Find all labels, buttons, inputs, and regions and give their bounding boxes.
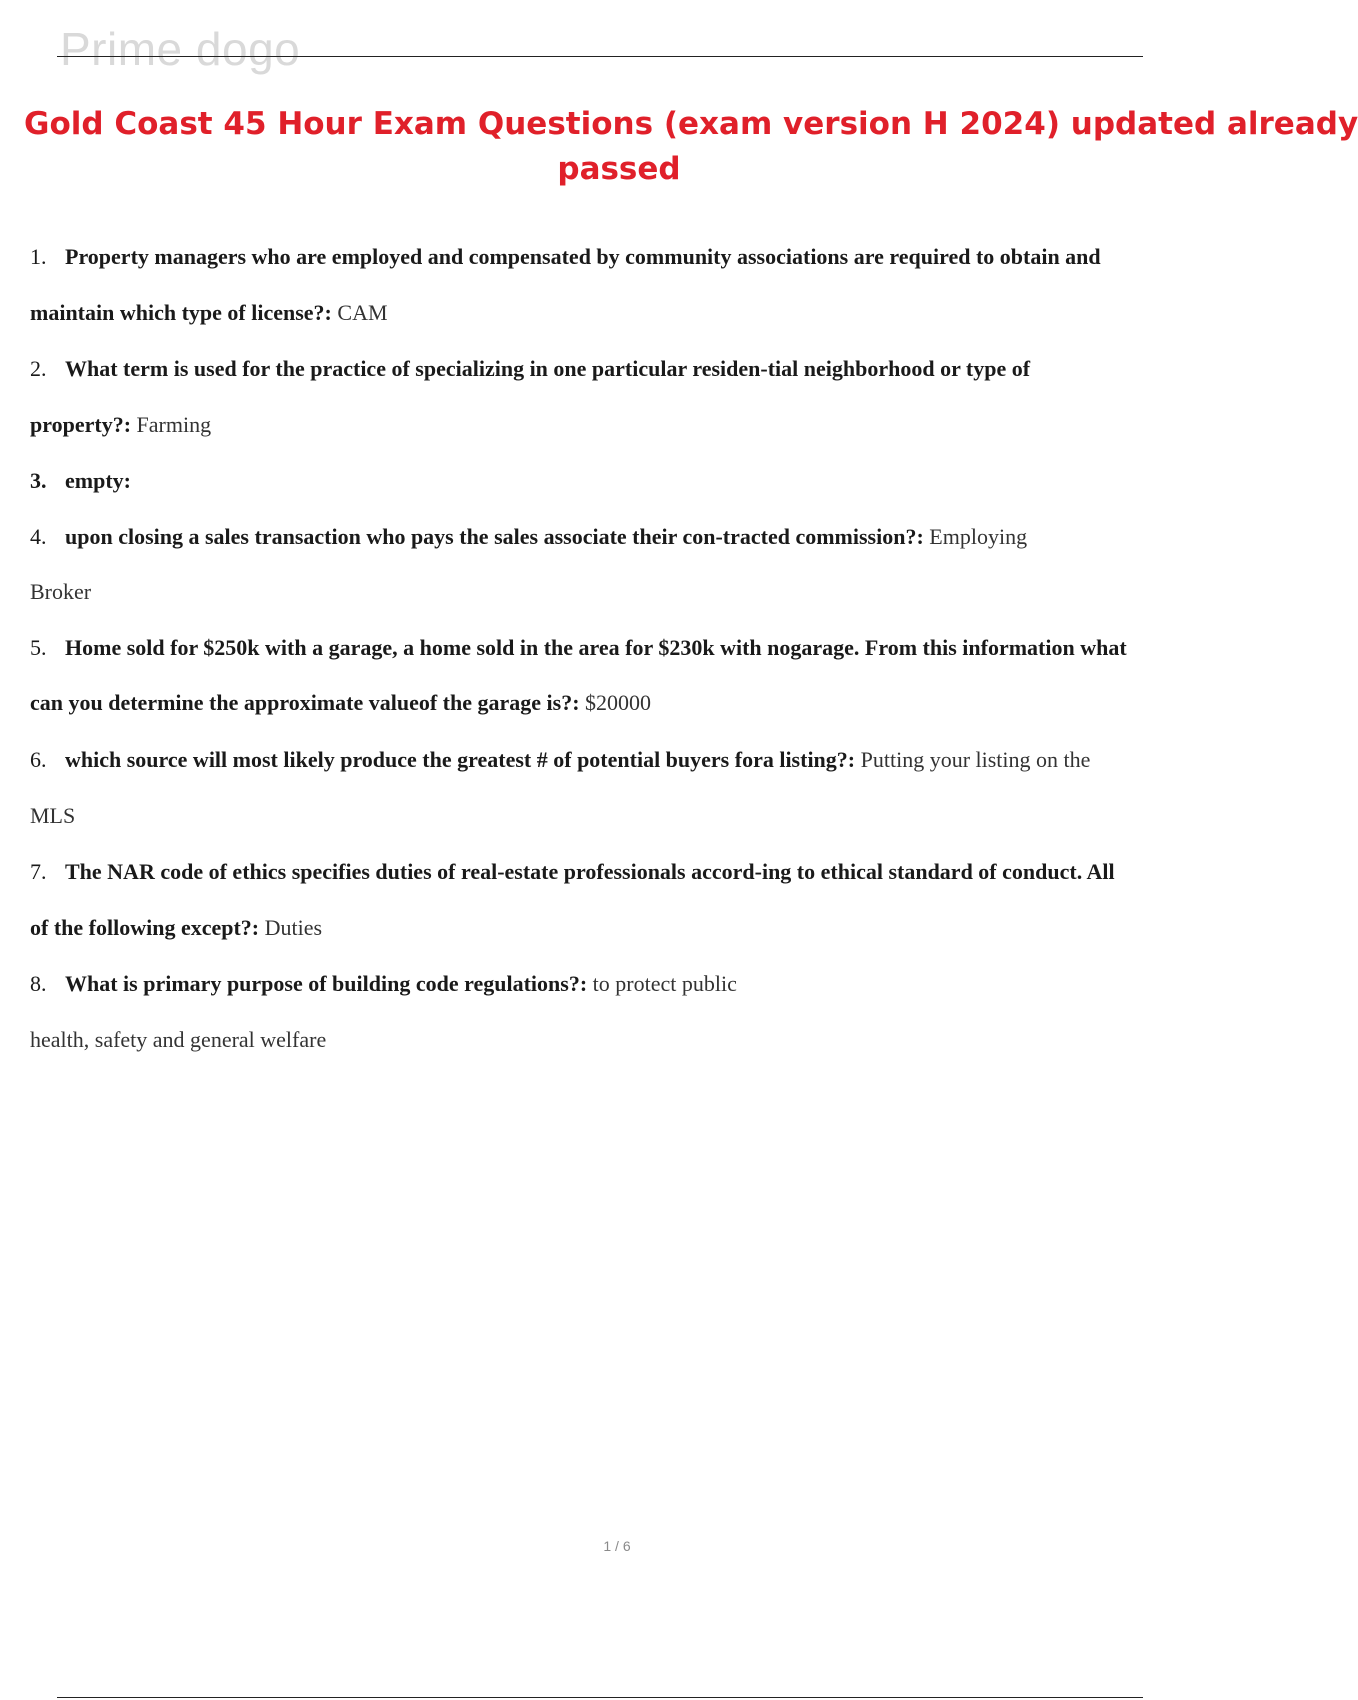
question-8-line-1 <box>30 969 737 999</box>
question-1-line-1 <box>30 242 1101 272</box>
question-number: 2. <box>30 356 47 381</box>
answer-text: CAM <box>331 300 388 325</box>
question-4-line-2 <box>30 577 91 607</box>
question-number: 8. <box>30 971 47 996</box>
question-text: upon closing a sales transaction who pays the sales associate their con-tracted commission?: <box>65 524 924 549</box>
question-text: Home sold for $250k with a garage, a home sold in the area for $230k with nogarage. From this information what <box>65 635 1127 660</box>
question-number: 5. <box>30 635 47 660</box>
title-line-1: Gold Coast 45 Hour Exam Questions (exam version H 2024) updated already <box>24 106 1358 142</box>
question-number: 3. <box>30 468 47 493</box>
question-6-line-1 <box>30 745 1090 775</box>
question-5-line-1 <box>30 633 1127 663</box>
answer-text: $20000 <box>579 690 652 715</box>
question-number: 1. <box>30 244 47 269</box>
answer-text: Farming <box>131 412 212 437</box>
question-number: 4. <box>30 524 47 549</box>
question-3-line-1 <box>30 466 131 496</box>
question-6-line-2 <box>30 801 75 831</box>
page-number: 1 / 6 <box>603 1538 631 1554</box>
question-text: What is primary purpose of building code regulations?: <box>65 971 588 996</box>
answer-text: Putting your listing on the <box>855 747 1091 772</box>
answer-text: Duties <box>259 915 323 940</box>
answer-text: Employing <box>923 524 1028 549</box>
answer-text: health, safety and general welfare <box>30 1027 327 1052</box>
question-7-line-2 <box>30 913 322 943</box>
question-7-line-1 <box>30 857 1115 887</box>
question-1-line-2 <box>30 298 388 328</box>
question-text: empty: <box>65 468 131 493</box>
question-2-line-1 <box>30 354 1030 384</box>
question-text: property?: <box>30 412 132 437</box>
title-line-2: passed <box>557 151 681 187</box>
question-5-line-2 <box>30 688 651 718</box>
answer-text: MLS <box>30 803 76 828</box>
question-text: What term is used for the practice of specializing in one particular residen-tial neighborhood or type of <box>65 356 1031 381</box>
footer-rule <box>57 1697 1143 1698</box>
question-8-line-2 <box>30 1025 326 1055</box>
question-number: 6. <box>30 747 47 772</box>
header-rule <box>57 56 1143 57</box>
question-number: 7. <box>30 859 47 884</box>
question-text: The NAR code of ethics specifies duties of real-estate professionals accord-ing to ethical standard of conduct. All <box>65 859 1115 884</box>
watermark-logo: Prime dogo <box>60 23 301 75</box>
answer-text: Broker <box>30 579 92 604</box>
question-text: which source will most likely produce the greatest # of potential buyers fora listing?: <box>65 747 856 772</box>
question-text: maintain which type of license?: <box>30 300 332 325</box>
question-2-line-2 <box>30 410 211 440</box>
question-4-line-1 <box>30 522 1027 552</box>
question-text: of the following except?: <box>30 915 260 940</box>
question-text: can you determine the approximate valueof the garage is?: <box>30 690 580 715</box>
answer-text: to protect public <box>587 971 737 996</box>
question-text: Property managers who are employed and compensated by community associations are required to obtain and <box>65 244 1101 269</box>
